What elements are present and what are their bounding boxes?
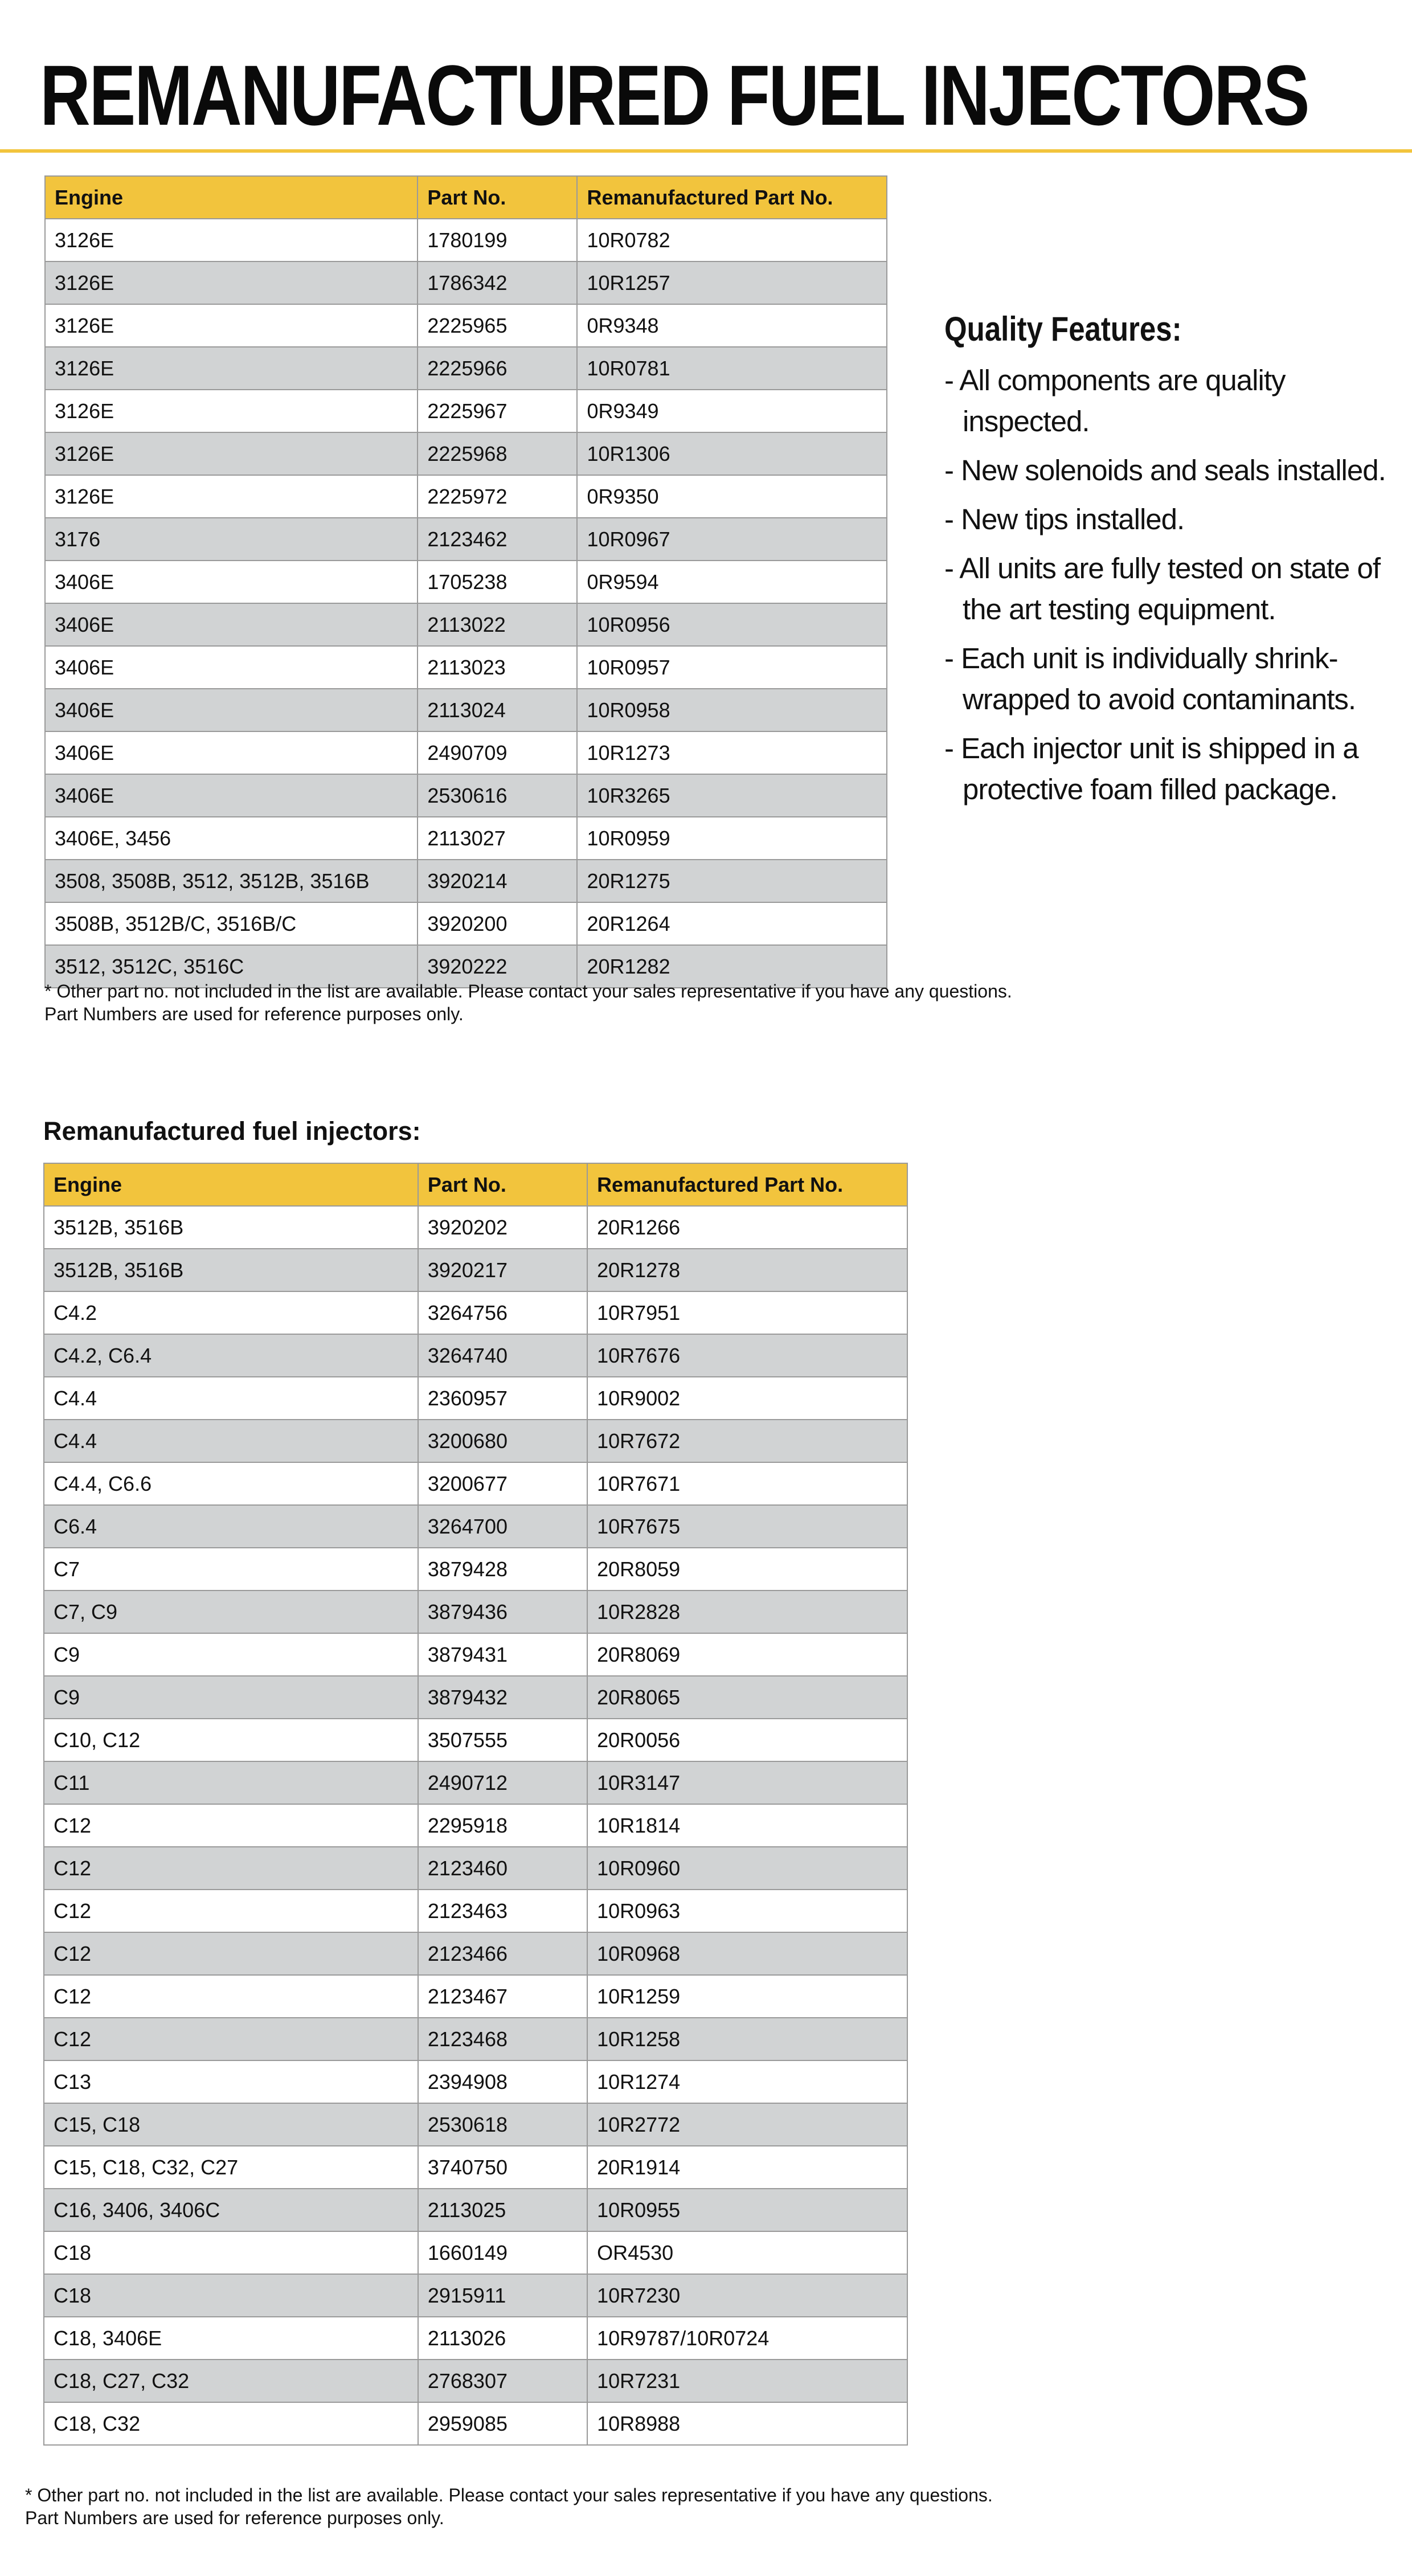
reman-part-no-cell: 0R9350 xyxy=(577,475,887,518)
reman-part-no-cell: 10R7231 xyxy=(587,2360,907,2402)
table-row xyxy=(45,475,887,518)
table-row xyxy=(44,1505,907,1548)
reman-part-no-cell: 20R1264 xyxy=(577,902,887,945)
part-no-cell: 2113023 xyxy=(418,646,577,689)
column-header-engine: Engine xyxy=(44,1163,418,1206)
part-no-cell: 2113026 xyxy=(418,2317,587,2360)
footnote-line: Part Numbers are used for reference purposes only. xyxy=(25,2508,444,2528)
part-no-cell: 1786342 xyxy=(418,261,577,304)
part-no-cell: 2490712 xyxy=(418,1761,587,1804)
reman-part-no-cell: 10R0956 xyxy=(577,603,887,646)
reman-part-no-cell: 10R1259 xyxy=(587,1975,907,2018)
engine-cell: C12 xyxy=(44,1890,418,1932)
engine-cell: 3508B, 3512B/C, 3516B/C xyxy=(45,902,418,945)
title-divider xyxy=(0,149,1412,153)
footnote-line: * Other part no. not included in the list are available. Please contact your sales representative if you have any questions. xyxy=(44,981,1012,1001)
table-row xyxy=(44,1676,907,1719)
engine-cell: C15, C18, C32, C27 xyxy=(44,2146,418,2189)
table-row xyxy=(44,1890,907,1932)
part-no-cell: 2768307 xyxy=(418,2360,587,2402)
table-row xyxy=(45,261,887,304)
table-row xyxy=(45,902,887,945)
engine-cell: C12 xyxy=(44,1804,418,1847)
table-row xyxy=(45,347,887,390)
reman-part-no-cell: 10R0960 xyxy=(587,1847,907,1890)
table-row xyxy=(44,2189,907,2231)
table-row xyxy=(44,1334,907,1377)
engine-cell: C18 xyxy=(44,2274,418,2317)
reman-part-no-cell: 10R2828 xyxy=(587,1590,907,1633)
part-no-cell: 2225966 xyxy=(418,347,577,390)
reman-part-no-cell: 20R8059 xyxy=(587,1548,907,1590)
table-row xyxy=(44,2360,907,2402)
table-row xyxy=(44,1975,907,2018)
part-no-cell: 3879436 xyxy=(418,1590,587,1633)
engine-cell: 3406E xyxy=(45,689,418,731)
feature-item: - All components are quality inspected. xyxy=(944,364,1286,437)
table-row xyxy=(44,2146,907,2189)
reman-part-no-cell: 10R0958 xyxy=(577,689,887,731)
engine-cell: C18, C27, C32 xyxy=(44,2360,418,2402)
reman-part-no-cell: 10R7951 xyxy=(587,1291,907,1334)
table-row xyxy=(44,2018,907,2060)
reman-part-no-cell: 10R0955 xyxy=(587,2189,907,2231)
reman-part-no-cell: 10R0963 xyxy=(587,1890,907,1932)
engine-cell: C18 xyxy=(44,2231,418,2274)
part-no-cell: 3920222 xyxy=(418,945,577,988)
reman-part-no-cell: 10R1306 xyxy=(577,432,887,475)
table-row xyxy=(45,689,887,731)
part-no-cell: 3920200 xyxy=(418,902,577,945)
engine-cell: 3406E, 3456 xyxy=(45,817,418,860)
reman-part-no-cell: 20R0056 xyxy=(587,1719,907,1761)
reman-part-no-cell: 20R1278 xyxy=(587,1249,907,1291)
engine-cell: 3126E xyxy=(45,432,418,475)
part-no-cell: 2959085 xyxy=(418,2402,587,2445)
engine-cell: C4.4, C6.6 xyxy=(44,1462,418,1505)
reman-part-no-cell: 10R7675 xyxy=(587,1505,907,1548)
table-row xyxy=(44,1761,907,1804)
reman-part-no-cell: 10R2772 xyxy=(587,2103,907,2146)
reman-part-no-cell: 20R1266 xyxy=(587,1206,907,1249)
feature-item: - Each injector unit is shipped in a protective foam filled package. xyxy=(944,732,1358,805)
part-no-cell: 3879428 xyxy=(418,1548,587,1590)
table-body xyxy=(44,1206,907,2445)
table-row xyxy=(44,2274,907,2317)
reman-part-no-cell: 10R0959 xyxy=(577,817,887,860)
table-row xyxy=(44,1847,907,1890)
part-no-cell: 2113027 xyxy=(418,817,577,860)
engine-cell: C10, C12 xyxy=(44,1719,418,1761)
reman-part-no-cell: 10R9787/10R0724 xyxy=(587,2317,907,2360)
part-no-cell: 2530616 xyxy=(418,774,577,817)
engine-cell: 3126E xyxy=(45,261,418,304)
part-no-cell: 2123463 xyxy=(418,1890,587,1932)
column-header-reman-part-no: Remanufactured Part No. xyxy=(577,176,887,219)
part-no-cell: 3879431 xyxy=(418,1633,587,1676)
part-no-cell: 2225967 xyxy=(418,390,577,432)
engine-cell: C11 xyxy=(44,1761,418,1804)
part-no-cell: 2123467 xyxy=(418,1975,587,2018)
part-no-cell: 2915911 xyxy=(418,2274,587,2317)
table-row xyxy=(45,390,887,432)
part-no-cell: 3264756 xyxy=(418,1291,587,1334)
part-no-cell: 1780199 xyxy=(418,219,577,261)
reman-part-no-cell: 10R1274 xyxy=(587,2060,907,2103)
reman-part-no-cell: 10R0967 xyxy=(577,518,887,561)
injector-table-1 xyxy=(44,175,887,988)
reman-part-no-cell: 20R1282 xyxy=(577,945,887,988)
part-no-cell: 2360957 xyxy=(418,1377,587,1420)
footnote-line: Part Numbers are used for reference purposes only. xyxy=(44,1004,464,1024)
part-no-cell: 2394908 xyxy=(418,2060,587,2103)
engine-cell: C15, C18 xyxy=(44,2103,418,2146)
part-no-cell: 3200680 xyxy=(418,1420,587,1462)
column-header-part-no: Part No. xyxy=(418,176,577,219)
engine-cell: 3512B, 3516B xyxy=(44,1249,418,1291)
engine-cell: 3406E xyxy=(45,774,418,817)
part-no-cell: 2490709 xyxy=(418,731,577,774)
section-subheading: Remanufactured fuel injectors: xyxy=(43,1117,421,1146)
engine-cell: C18, C32 xyxy=(44,2402,418,2445)
reman-part-no-cell: 20R1914 xyxy=(587,2146,907,2189)
table-body xyxy=(45,219,887,988)
reman-part-no-cell: 10R8988 xyxy=(587,2402,907,2445)
engine-cell: 3126E xyxy=(45,475,418,518)
table-row xyxy=(44,2231,907,2274)
engine-cell: C4.2, C6.4 xyxy=(44,1334,418,1377)
reman-part-no-cell: 10R7230 xyxy=(587,2274,907,2317)
reman-part-no-cell: 20R1275 xyxy=(577,860,887,902)
column-header-part-no: Part No. xyxy=(418,1163,587,1206)
engine-cell: 3512, 3512C, 3516C xyxy=(45,945,418,988)
table-header-row xyxy=(45,176,887,219)
table-row xyxy=(44,1206,907,1249)
reman-part-no-cell: 10R9002 xyxy=(587,1377,907,1420)
engine-cell: 3406E xyxy=(45,561,418,603)
reman-part-no-cell: 10R0968 xyxy=(587,1932,907,1975)
table-row xyxy=(44,1462,907,1505)
page-title: REMANUFACTURED FUEL INJECTORS xyxy=(40,47,1309,143)
engine-cell: C16, 3406, 3406C xyxy=(44,2189,418,2231)
table-row xyxy=(45,304,887,347)
engine-cell: C12 xyxy=(44,1847,418,1890)
part-no-cell: 3200677 xyxy=(418,1462,587,1505)
reman-part-no-cell: 0R9594 xyxy=(577,561,887,603)
table-row xyxy=(45,561,887,603)
column-header-engine: Engine xyxy=(45,176,418,219)
table-row xyxy=(44,1590,907,1633)
reman-part-no-cell: 10R3147 xyxy=(587,1761,907,1804)
part-no-cell: 2113025 xyxy=(418,2189,587,2231)
engine-cell: C4.4 xyxy=(44,1377,418,1420)
footnote-2 xyxy=(25,2484,993,2529)
engine-cell: 3126E xyxy=(45,304,418,347)
part-no-cell: 2123468 xyxy=(418,2018,587,2060)
table-row xyxy=(44,1548,907,1590)
reman-part-no-cell: OR4530 xyxy=(587,2231,907,2274)
table-row xyxy=(45,603,887,646)
part-no-cell: 3920217 xyxy=(418,1249,587,1291)
engine-cell: C18, 3406E xyxy=(44,2317,418,2360)
reman-part-no-cell: 10R1814 xyxy=(587,1804,907,1847)
table-row xyxy=(45,774,887,817)
part-no-cell: 3507555 xyxy=(418,1719,587,1761)
reman-part-no-cell: 10R0957 xyxy=(577,646,887,689)
part-no-cell: 2225972 xyxy=(418,475,577,518)
engine-cell: 3406E xyxy=(45,603,418,646)
column-header-reman-part-no: Remanufactured Part No. xyxy=(587,1163,907,1206)
part-no-cell: 2225965 xyxy=(418,304,577,347)
reman-part-no-cell: 10R7672 xyxy=(587,1420,907,1462)
table-row xyxy=(45,860,887,902)
feature-item: - New tips installed. xyxy=(944,503,1185,535)
reman-part-no-cell: 20R8069 xyxy=(587,1633,907,1676)
part-no-cell: 2123466 xyxy=(418,1932,587,1975)
part-no-cell: 3879432 xyxy=(418,1676,587,1719)
engine-cell: C9 xyxy=(44,1633,418,1676)
table-row xyxy=(44,1377,907,1420)
table-row xyxy=(45,518,887,561)
reman-part-no-cell: 10R3265 xyxy=(577,774,887,817)
table-row xyxy=(44,1633,907,1676)
part-no-cell: 2113024 xyxy=(418,689,577,731)
part-no-cell: 2530618 xyxy=(418,2103,587,2146)
table-row xyxy=(44,1249,907,1291)
part-no-cell: 3264740 xyxy=(418,1334,587,1377)
engine-cell: C12 xyxy=(44,2018,418,2060)
table-row xyxy=(44,2317,907,2360)
reman-part-no-cell: 10R1273 xyxy=(577,731,887,774)
table-row xyxy=(44,2103,907,2146)
footnote-1 xyxy=(44,980,1012,1025)
reman-part-no-cell: 10R1257 xyxy=(577,261,887,304)
table-row xyxy=(44,2060,907,2103)
table-row xyxy=(44,2402,907,2445)
feature-item: - All units are fully tested on state of the art testing equipment. xyxy=(944,552,1381,625)
engine-cell: C4.4 xyxy=(44,1420,418,1462)
table-row xyxy=(45,219,887,261)
table-row xyxy=(44,1719,907,1761)
engine-cell: C4.2 xyxy=(44,1291,418,1334)
reman-part-no-cell: 0R9349 xyxy=(577,390,887,432)
part-no-cell: 2295918 xyxy=(418,1804,587,1847)
reman-part-no-cell: 10R7676 xyxy=(587,1334,907,1377)
part-no-cell: 2225968 xyxy=(418,432,577,475)
engine-cell: 3512B, 3516B xyxy=(44,1206,418,1249)
table-row xyxy=(44,1804,907,1847)
reman-part-no-cell: 20R8065 xyxy=(587,1676,907,1719)
engine-cell: C9 xyxy=(44,1676,418,1719)
part-no-cell: 3920202 xyxy=(418,1206,587,1249)
reman-part-no-cell: 10R1258 xyxy=(587,2018,907,2060)
part-no-cell: 3264700 xyxy=(418,1505,587,1548)
engine-cell: C12 xyxy=(44,1975,418,2018)
table-row xyxy=(45,731,887,774)
reman-part-no-cell: 10R0782 xyxy=(577,219,887,261)
reman-part-no-cell: 0R9348 xyxy=(577,304,887,347)
part-no-cell: 2113022 xyxy=(418,603,577,646)
features-heading: Quality Features: xyxy=(944,310,1182,348)
table-row xyxy=(44,1291,907,1334)
engine-cell: C6.4 xyxy=(44,1505,418,1548)
table-row xyxy=(44,1420,907,1462)
engine-cell: 3406E xyxy=(45,731,418,774)
engine-cell: 3406E xyxy=(45,646,418,689)
table-row xyxy=(44,1932,907,1975)
part-no-cell: 1705238 xyxy=(418,561,577,603)
part-no-cell: 1660149 xyxy=(418,2231,587,2274)
footnote-line: * Other part no. not included in the list are available. Please contact your sales representative if you have any questions. xyxy=(25,2485,993,2505)
engine-cell: C12 xyxy=(44,1932,418,1975)
quality-features xyxy=(944,306,1400,818)
feature-item: - Each unit is individually shrink-wrapped to avoid contaminants. xyxy=(944,642,1356,715)
engine-cell: 3126E xyxy=(45,390,418,432)
injector-table-2 xyxy=(43,1163,908,2446)
part-no-cell: 3740750 xyxy=(418,2146,587,2189)
engine-cell: 3508, 3508B, 3512, 3512B, 3516B xyxy=(45,860,418,902)
engine-cell: 3176 xyxy=(45,518,418,561)
engine-cell: C13 xyxy=(44,2060,418,2103)
feature-item: - New solenoids and seals installed. xyxy=(944,454,1386,486)
engine-cell: 3126E xyxy=(45,347,418,390)
part-no-cell: 3920214 xyxy=(418,860,577,902)
table-row xyxy=(45,817,887,860)
engine-cell: C7, C9 xyxy=(44,1590,418,1633)
table-row xyxy=(45,646,887,689)
engine-cell: 3126E xyxy=(45,219,418,261)
part-no-cell: 2123462 xyxy=(418,518,577,561)
reman-part-no-cell: 10R7671 xyxy=(587,1462,907,1505)
engine-cell: C7 xyxy=(44,1548,418,1590)
reman-part-no-cell: 10R0781 xyxy=(577,347,887,390)
table-row xyxy=(45,432,887,475)
table-header-row xyxy=(44,1163,907,1206)
part-no-cell: 2123460 xyxy=(418,1847,587,1890)
